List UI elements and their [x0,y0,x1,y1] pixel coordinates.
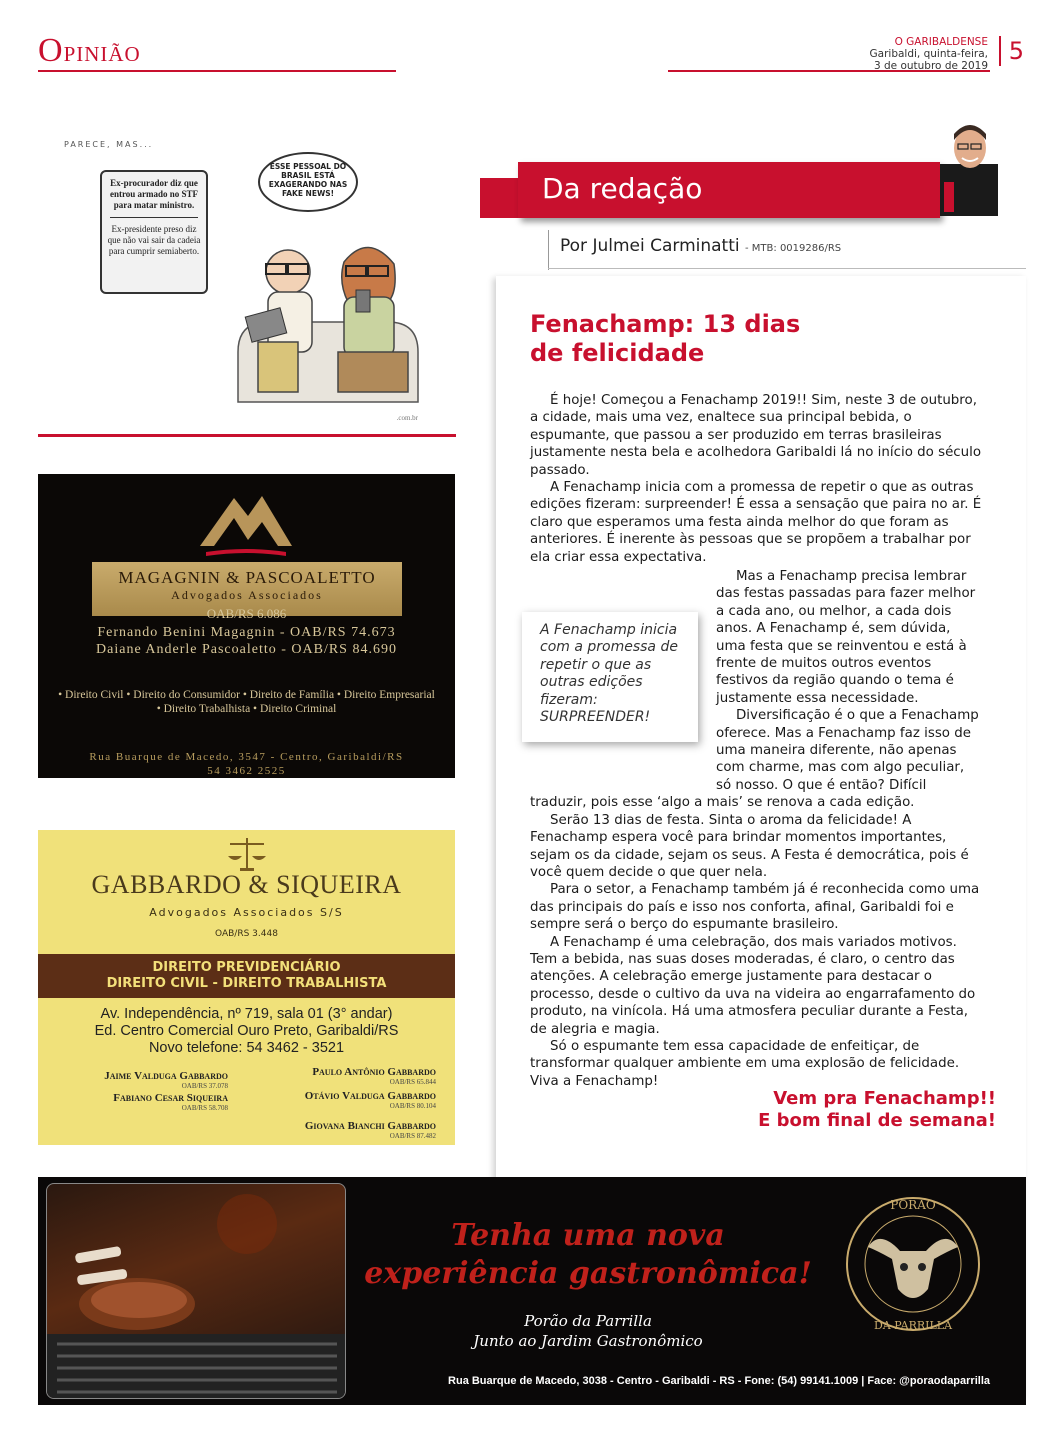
porao-headline: Tenha uma nova experiência gastronômica! [364,1218,812,1291]
gabbardo-oab: OAB/RS 3.448 [215,929,278,939]
paragraph-1: É hoje! Começou a Fenachamp 2019!! Sim, neste 3 de outubro, a cidade, mais uma vez, enaltece sua principal bebida, o espumante, que passou a ser produzido em terras brasileiras justamente nesta bela e acolhedora Garibaldi lá no início do século passado. [530,393,982,478]
tv-headline-2: Ex-presidente preso diz que não vai sair da cadeia para cumprir semiaberto. [107,224,201,256]
lawyer-entry: Paulo Antônio Gabbardo OAB/RS 65.844 [312,1066,436,1086]
paragraph-8: Só o espumante tem essa capacidade de enfeitiçar, de transformar qualquer ambiente em uma explosão de felicidade. Viva a Fenachamp! [530,1038,960,1089]
lawyer-entry: Fabiano Cesar Siqueira OAB/RS 58.708 [113,1092,228,1112]
article-headline: Fenachamp: 13 dias de felicidade [530,310,801,367]
section-title: Opinião [38,32,141,69]
ad-magagnin-pascoaletto[interactable] [38,474,455,778]
cartoon-signature: .com.br [396,414,418,422]
date-line-2: 3 de outubro de 2019 [873,60,988,72]
author-photo [940,112,998,216]
paper-name: O GARIBALDENSE [894,36,988,48]
page-number: 5 [999,36,1024,66]
article-closing: Vem pra Fenachamp!! E bom final de semana! [758,1088,996,1131]
grilled-meat-icon [47,1184,345,1398]
article-body-top [530,392,982,566]
logo-text-top: PORÃO [890,1198,936,1212]
author-mtb: - MTB: 0019286/RS [745,243,842,254]
porao-subtitle: Porão da Parrilla Junto ao Jardim Gastronômico [473,1312,703,1350]
lawyer-entry: Otávio Valduga Gabbardo OAB/RS 80.104 [304,1090,436,1110]
author-line [560,236,841,256]
cartoon-rule [38,434,456,437]
paragraph-3: Mas a Fenachamp precisa lembrar das festas passadas para fazer melhor a cada ano, ou melhor, a cada dois anos. A Fenachamp é, sem dúvida, uma festa que se reinventou e está à frente de muitos outros eventos festivos da região quando o tema é justamente essa necessidade. [716,569,976,706]
masthead [870,36,988,72]
tv-headline-1: Ex-procurador diz que entrou armado no STF para matar ministro. [109,178,199,210]
paragraph-2: A Fenachamp inicia com a promessa de repetir o que as outras edições fizeram: surpreender! É essa a sensação que paira no ar. É claro que esperamos uma festa ainda melhor do que foram as anteriores. É inerente às pessoas que se propõem a trabalhar por ela criar essa expectativa. [530,480,982,565]
scales-icon [226,836,268,872]
paragraph-7: A Fenachamp é uma celebração, dos mais variados motivos. Tem a bebida, nas suas doses moderadas, é claro, o centro das atenções. A celebração emerge justamente para destacar o processo, desde o cultivo da uva na videira ao engarrafamento do produto, na vinícola. Há uma atmosfera peculiar durante a Festa, de alegria e magia. [530,934,976,1037]
magagnin-oab: OAB/RS 6.086 [206,606,287,621]
lawyer-entry: Giovana Bianchi Gabbardo OAB/RS 87.482 [304,1120,436,1140]
header-rule-left [38,70,396,72]
mountain-logo-icon [196,482,296,558]
magagnin-sub: Advogados Associados [171,588,323,602]
magagnin-firm: MAGAGNIN & PASCOALETTO [118,568,376,587]
gabbardo-practice-band: DIREITO PREVIDENCIÁRIO DIREITO CIVIL - DIREITO TRABALHISTA [38,954,455,998]
cartoon-couple-illustration [188,202,428,422]
bull-logo-icon [838,1189,988,1339]
speech-bubble: ESSE PESSOAL DO BRASIL ESTÁ EXAGERANDO NAS FAKE NEWS! [258,152,358,212]
ad-gabbardo-siqueira[interactable] [38,830,455,1145]
ad-porao-da-parrilla[interactable] [38,1177,1026,1405]
paragraph-6: Para o setor, a Fenachamp também já é reconhecida como uma das principais do país e isso nos conforta, afinal, Garibaldi foi e sempre será o berço do espumante brasileiro. [530,882,980,933]
author-name: Por Julmei Carminatti [560,236,740,256]
grill-photo [46,1183,346,1399]
cartoon-caption: PARECE, MAS... [64,140,154,149]
gabbardo-sub: Advogados Associados S/S [149,906,344,919]
date-line-1: Garibaldi, quinta-feira, [869,48,988,60]
lawyer-entry: Jaime Valduga Gabbardo OAB/RS 37.078 [104,1070,228,1090]
cartoon [38,132,458,432]
magagnin-lawyers: Fernando Benini Magagnin - OAB/RS 74.673 Daiane Anderle Pascoaletto - OAB/RS 84.690 [96,625,397,657]
column-title: Da redação [542,172,703,205]
paragraph-4: Diversificação é o que a Fenachamp oferece. Mas a Fenachamp faz isso de uma maneira diferente, não apenas com charme, mas com algo peculiar, só nosso. O que é então? Difícil traduzir, pois esse ‘algo a mais’ se renova a cada edição. [530,708,979,811]
gabbardo-firm: GABBARDO & SIQUEIRA [91,870,402,899]
magagnin-address: Rua Buarque de Macedo, 3547 - Centro, Garibaldi/RS 54 3462 2525 [89,751,404,777]
gabbardo-address: Av. Independência, nº 719, sala 01 (3° andar) Ed. Centro Comercial Ouro Preto, Garibaldi/RS Novo telefone: 54 3462 - 3521 [94,1006,399,1056]
paragraph-5: Serão 13 dias de festa. Sinta o aroma da felicidade! A Fenachamp espera você para brindar momentos importantes, sejam os da cidade, sejam os seus. A Festa é democrática, pois é você quem decide o que quer nela. [530,812,969,880]
magagnin-areas: • Direito Civil • Direito do Consumidor • Direito de Família • Direito Empresarial • Direito Trabalhista • Direito Criminal [58,689,435,715]
logo-text-bottom: DA PARRILLA [873,1319,953,1332]
pull-quote: A Fenachamp inicia com a promessa de repetir o que as outras edições fizeram: SURPREENDER! [522,612,698,742]
porao-footer: Rua Buarque de Macedo, 3038 - Centro - Garibaldi - RS - Fone: (54) 99141.1009 | Face: @poraodaparrilla [448,1375,990,1387]
